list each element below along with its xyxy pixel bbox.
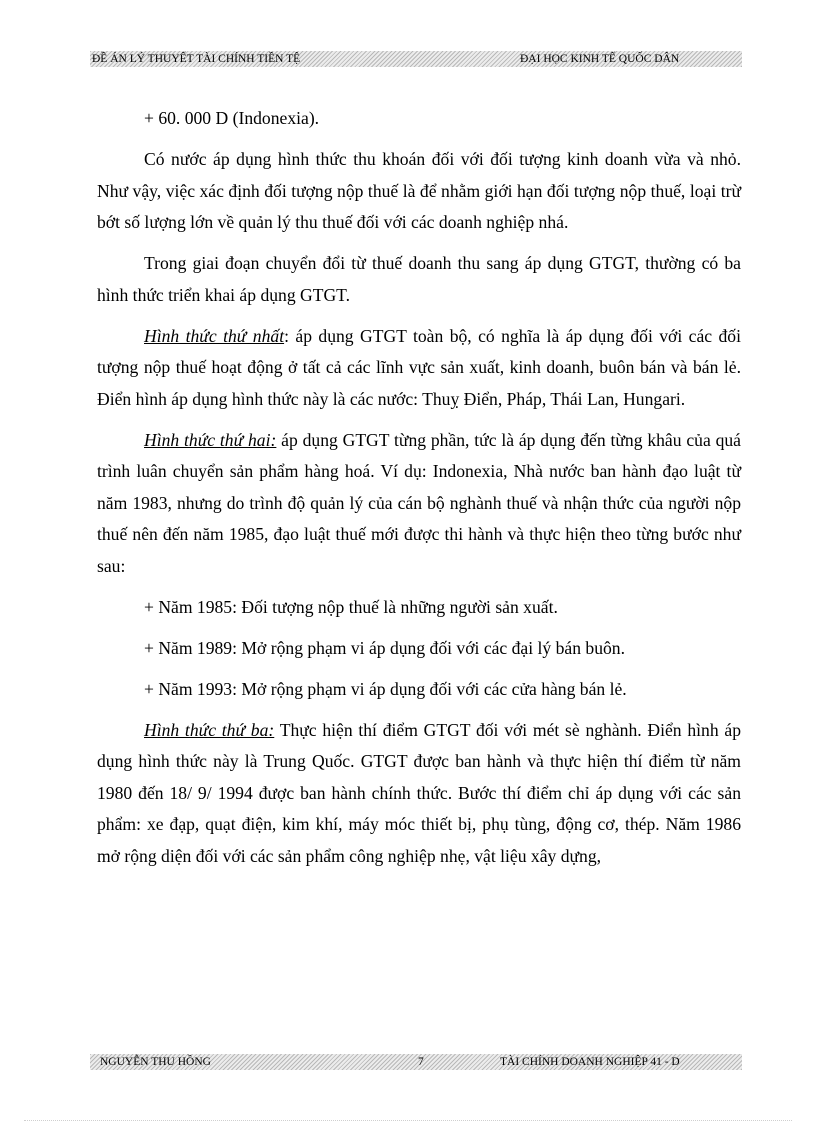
header-right-title: ĐẠI HỌC KINH TẾ QUỐC DÂN [520,53,680,65]
paragraph-5 [97,425,741,583]
paragraph-6 [97,715,741,873]
paragraph-1: + 60. 000 D (Indonexia). [144,108,320,128]
page-footer [90,1054,742,1070]
paragraph-2: Có nước áp dụng hình thức thu khoán đối với đối tượng kinh doanh vừa và nhỏ. Như vậy, việc xác định đối tượng nộp thuế là để nhằm giới hạn đối tượng nộp thuế, loại trừ bớt số lượng lớn về quản lý thu thuế đối với các doanh nghiệp nhá. [97,149,741,232]
document-body [97,103,741,872]
form-one-text: : áp dụng GTGT toàn bộ, có nghĩa là áp dụng đối với các đối tượng nộp thuế hoạt động ở tất cả các lĩnh vực sản xuất, kinh doanh, buôn bán và bán lẻ. Điển hình áp dụng hình thức này là các nước: Thuỵ Điển, Pháp, Thái Lan, Hungari. [97,325,741,409]
bullet-1993: + Năm 1993: Mở rộng phạm vi áp dụng đối với các cửa hàng bán lẻ. [144,678,627,699]
page-bottom-divider [24,1120,792,1121]
form-one-label: Hình thức thứ nhất [144,325,285,346]
footer-author: NGUYỄN THU HỒNG [100,1056,211,1068]
form-two-text: áp dụng GTGT từng phần, tức là áp dụng đến từng khâu của quá trình luân chuyển sản phẩm hàng hoá. Ví dụ: Indonexia, Nhà nước ban hành đạo luật từ năm 1983, nhưng do trình độ quản lý của cán bộ nghành thuế và nhận thức của người nộp thuế nên đến năm 1985, đạo luật thuế mới được thi hành và thực hiện theo từng bước như sau: [97,429,741,576]
bullet-1985: + Năm 1985: Đối tượng nộp thuế là những người sản xuất. [144,596,558,617]
footer-class: TÀI CHÍNH DOANH NGHIỆP 41 - D [500,1056,680,1068]
form-three-text: Thực hiện thí điểm GTGT đối với mét sè nghành. Điển hình áp dụng hình thức này là Trung Quốc. GTGT được ban hành và thực hiện thí điểm từ năm 1980 đến 18/ 9/ 1994 được ban hành chính thức. Bước thí điểm chỉ áp dụng với các sản phẩm: xe đạp, quạt điện, kim khí, máy móc thiết bị, phụ tùng, động cơ, thép. Năm 1986 mở rộng diện đối với các sản phẩm công nghiệp nhẹ, vật liệu xây dựng, [97,719,741,866]
paragraph-3: Trong giai đoạn chuyển đổi từ thuế doanh thu sang áp dụng GTGT, thường có ba hình thức triển khai áp dụng GTGT. [97,253,741,305]
form-three-label: Hình thức thứ ba: [144,719,275,740]
bullet-1989: + Năm 1989: Mở rộng phạm vi áp dụng đối với các đại lý bán buôn. [144,637,626,658]
footer-page-number: 7 [418,1056,424,1068]
form-two-label: Hình thức thứ hai: [144,429,277,450]
paragraph-4 [97,321,741,416]
header-left-title: ĐỀ ÁN LÝ THUYẾT TÀI CHÍNH TIỀN TỆ [92,53,301,65]
page-header [90,51,742,67]
